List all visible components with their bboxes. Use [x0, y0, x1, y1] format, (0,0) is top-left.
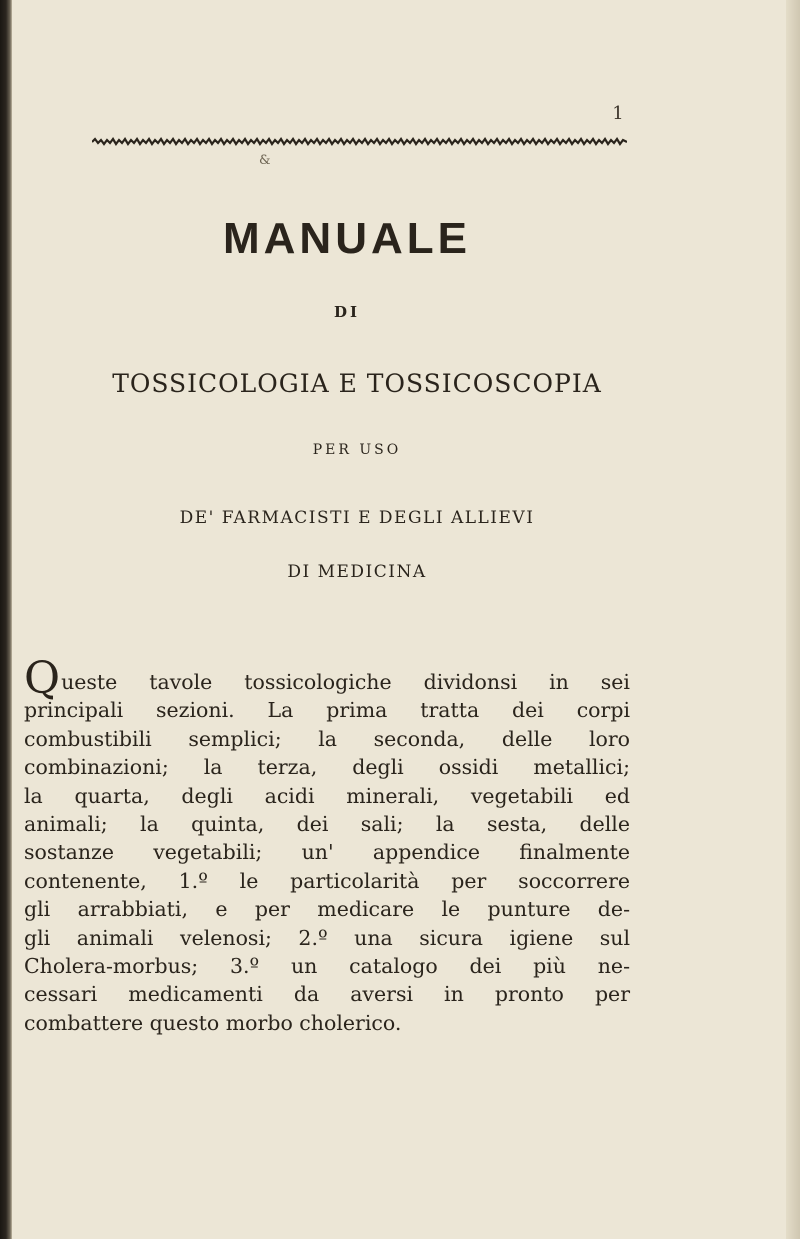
title-per-uso: PER USO [312, 442, 402, 458]
printer-mark: & [259, 153, 271, 168]
book-binding [0, 0, 12, 1239]
body-line: gli arrabbiati, e per medicare le punture de- [24, 897, 630, 922]
title-connector: DI [333, 303, 361, 321]
body-line: contenente, 1.º le particolarità per soccorrere [24, 868, 630, 893]
ornamental-rule [92, 137, 627, 147]
body-line: Queste tavole tossicologiche dividonsi in sei [24, 653, 630, 704]
body-paragraph [24, 653, 630, 1037]
body-line: la quarta, degli acidi minerali, vegetabili ed [24, 783, 630, 808]
book-title: MANUALE [223, 214, 471, 263]
body-line: Cholera-morbus; 3.º un catalogo dei più ne- [24, 954, 630, 979]
book-page [12, 0, 786, 1239]
body-line: combustibili semplici; la seconda, delle loro [24, 726, 630, 751]
body-line: sostanze vegetabili; un' appendice finalmente [24, 840, 630, 865]
body-line: combinazioni; la terza, degli ossidi metallici; [24, 755, 630, 780]
body-line: principali sezioni. La prima tratta dei corpi [24, 698, 630, 723]
body-line: animali; la quinta, dei sali; la sesta, delle [24, 812, 630, 837]
drop-cap: Q [24, 653, 61, 704]
body-line: cessari medicamenti da aversi in pronto per [24, 982, 630, 1007]
title-audience-medicine: DI MEDICINA [287, 562, 427, 582]
book-subject: TOSSICOLOGIA E TOSSICOSCOPIA [112, 369, 602, 398]
title-audience: DE' FARMACISTI E DEGLI ALLIEVI [179, 508, 535, 528]
page-number: 1 [612, 103, 624, 124]
body-line: gli animali velenosi; 2.º una sicura igiene sul [24, 925, 630, 950]
body-line: combattere questo morbo cholerico. [24, 1010, 402, 1035]
page-edge [786, 0, 800, 1239]
